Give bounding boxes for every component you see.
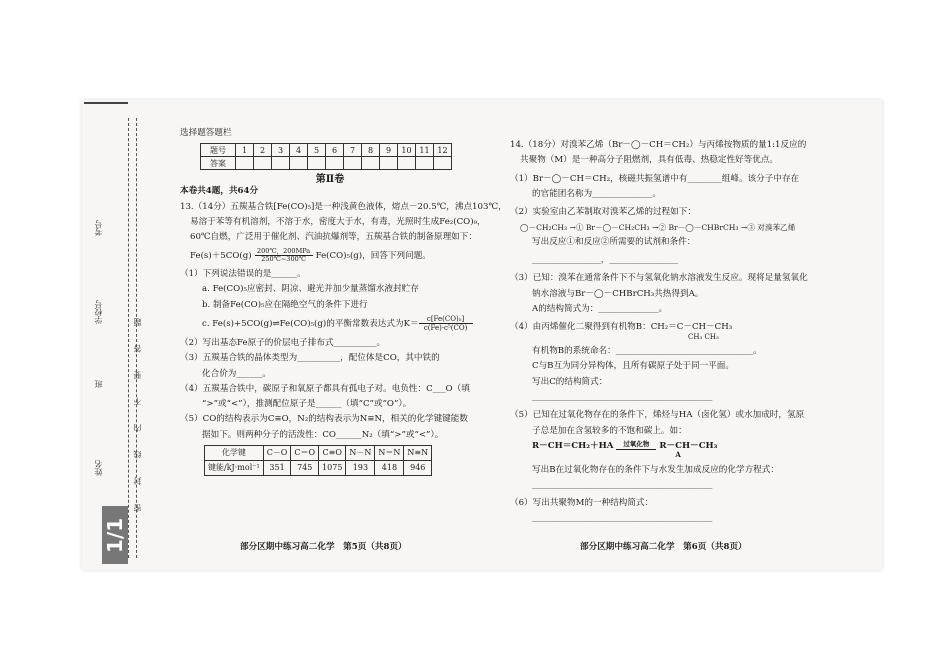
q13-1c: [180, 315, 480, 333]
q14-4d: 写出C的结构简式：: [532, 376, 608, 387]
bond-value: 745: [291, 461, 319, 476]
binding-field-school-number: 学校号: [94, 300, 103, 324]
bond-value: 946: [404, 461, 432, 476]
q13-eq-cond-top: 200℃，200MPa: [256, 246, 311, 255]
bond-header: N＝N: [375, 446, 404, 461]
q13-1c-text: c. Fe(s)+5CO(g)⇌Fe(CO)₅(g)的平衡常数表达式为K＝: [202, 318, 419, 329]
right-page: [510, 140, 815, 524]
q13-1c-den: c(Fe)·c⁵(CO): [423, 324, 468, 333]
q14-5-eq-product: [659, 441, 717, 460]
answer-cell[interactable]: [236, 157, 254, 170]
q14-5-equation: [510, 441, 815, 460]
q13-3a: （3）五羰基合铁的晶体类型为__________，配位体是CO，其中铁的: [180, 353, 440, 364]
bond-header: N－N: [346, 446, 375, 461]
answer-row2-label: 答案: [201, 157, 236, 170]
q13-text-3: 60℃自燃，广泛用于催化剂、汽油抗爆剂等，五羰基合铁的制备原理如下：: [190, 232, 477, 243]
binding-field-name: 姓名: [94, 460, 103, 476]
q14-4a: （4）由丙烯催化二聚得到有机物B：CH₂＝C－CH－CH₃: [510, 322, 733, 333]
q13-1c-num: c[Fe(CO)₅]: [426, 315, 465, 324]
q13-1a: a. Fe(CO)₅应密封、阴凉、避光并加少量蒸馏水液封贮存: [202, 284, 419, 295]
binding-field-exam-number: 考号: [94, 220, 103, 236]
q13-3b: 化合价为______。: [202, 368, 271, 379]
q13-1b: b. 制备Fe(CO)₅应在隔绝空气的条件下进行: [202, 299, 368, 310]
left-page: [180, 128, 507, 476]
q14-5b: 子总是加在含氢较多的不饱和碳上。如：: [532, 425, 687, 436]
q13-5a: （5）CO的结构表示为C≡O，N₂的结构表示为N≡N，相关的化学键键能数: [180, 414, 468, 425]
q14-5-eq-right: R－CH－CH₃: [659, 440, 718, 451]
q13-text-2: 易溶于苯等有机溶剂，不溶于水，密度大于水，有毒，光照时生成Fe₂(CO)₉，: [190, 216, 486, 227]
q14-5-eq-left: R－CH＝CH₂＋HA: [532, 440, 614, 451]
answer-header: 选择题答题栏: [180, 128, 232, 138]
q14-2c: ________________，________________: [532, 254, 679, 265]
bond-label: 键能/kJ·mol⁻¹: [205, 461, 264, 476]
answer-row-label: 题号: [201, 144, 236, 157]
left-footer: 部分区期中练习高二化学 第5页（共8页）: [240, 542, 407, 552]
q14-text-2: 共聚物（M）是一种高分子阻燃剂，具有低毒、热稳定性好等优点。: [520, 155, 779, 166]
answer-cell[interactable]: [380, 157, 398, 170]
section-note: 本卷共4题，共64分: [180, 186, 259, 197]
answer-cell[interactable]: [398, 157, 416, 170]
answer-cell[interactable]: [272, 157, 290, 170]
bond-value: 418: [375, 461, 404, 476]
q14-5-eq-arrow-line: [616, 449, 656, 450]
binding-strip: [84, 100, 152, 570]
q13-4a: （4）五羰基合铁中，碳原子和氧原子都具有孤电子对。电负性：C___O（填: [180, 383, 470, 394]
q13-equation: [180, 248, 480, 265]
answer-cell[interactable]: [434, 157, 452, 170]
answer-cell[interactable]: [416, 157, 434, 170]
answer-num: 10: [398, 144, 416, 157]
q14-3c: A的结构简式为：______________。: [532, 303, 668, 314]
q13-eq-left: Fe(s)＋5CO(g): [190, 250, 252, 261]
q14-text-1: 14.（18分）对溴苯乙烯（Br－◯－CH＝CH₂）与丙烯按物质的量1:1反应的: [510, 140, 807, 150]
q13-eq-right: Fe(CO)₅(g)，回答下列问题。: [315, 250, 431, 261]
bond-value: 351: [263, 461, 291, 476]
bond-energy-table: [204, 445, 432, 476]
q14-4c: C与B互为同分异构体，且所有碳原子处于同一平面。: [532, 361, 734, 372]
answer-num: 4: [290, 144, 308, 157]
q13-5b: 据如下。则两种分子的活泼性：CO______N₂（填“>”或“<”）。: [202, 429, 444, 440]
q13-eq-arrow: [255, 248, 313, 265]
page-badge: 1/1: [102, 506, 128, 564]
answer-cell[interactable]: [290, 157, 308, 170]
q14-6b: __________________________________________: [532, 513, 713, 524]
q14-5-eq-arrow: [616, 441, 656, 450]
q14-5c: 写出B在过氧化物存在的条件下与水发生加成反应的化学方程式：: [532, 464, 779, 475]
q14-1a: （1）Br－◯－CH＝CH₂，核磁共振氢谱中有________组峰。该分子中存在: [510, 173, 800, 184]
q14-2-scheme: ◯－CH₂CH₃ →① Br－◯－CH₂CH₃ →② Br－◯－CHBrCH₃ →③ 对溴苯乙烯: [520, 222, 796, 232]
q14-1b: 的官能团名称为______________。: [532, 188, 661, 199]
right-footer: 部分区期中练习高二化学 第6页（共8页）: [580, 542, 747, 552]
q13-1: （1）下列说法错误的是______。: [180, 269, 306, 280]
answer-num: 3: [272, 144, 290, 157]
bond-header: 化学键: [205, 446, 264, 461]
q14-6a: （6）写出共聚物M的一种结构简式：: [510, 498, 654, 509]
answer-num: 1: [236, 144, 254, 157]
answer-cell[interactable]: [344, 157, 362, 170]
answer-num: 2: [254, 144, 272, 157]
answer-num: 8: [362, 144, 380, 157]
answer-num: 5: [308, 144, 326, 157]
bond-value: 1075: [319, 461, 346, 476]
q13-1c-fraction: [419, 315, 473, 333]
answer-cell[interactable]: [308, 157, 326, 170]
answer-cell[interactable]: [362, 157, 380, 170]
q13-4b: “>”或“<”），推测配位原子是______（填“C”或“O”）。: [202, 399, 412, 410]
answer-cell[interactable]: [254, 157, 272, 170]
q14-4e: __________________________________________: [532, 391, 713, 402]
bond-header: C＝O: [291, 446, 319, 461]
q14-5a: （5）已知在过氧化物存在的条件下，烯烃与HA（卤化氢）或水加成时，氢原: [510, 410, 805, 421]
q14-5-eq-cond: 过氧化物: [623, 439, 650, 448]
q14-2b: 写出反应①和反应②所需要的试剂和条件：: [532, 236, 696, 247]
answer-num: 11: [416, 144, 434, 157]
answer-num: 12: [434, 144, 452, 157]
q13-eq-cond-bottom: 250℃~300℃: [261, 255, 306, 264]
bond-header: N≡N: [404, 446, 432, 461]
q14-3b: 钠水溶液与Br－◯－CHBrCH₃共热得到A。: [532, 288, 704, 299]
q13-text-1: 13.（14分）五羰基合铁[Fe(CO)₅]是一种浅黄色液体，熔点－20.5℃，沸点103℃，: [180, 201, 507, 212]
bond-header: C－O: [263, 446, 291, 461]
answer-table: [200, 143, 452, 170]
bond-value: 193: [346, 461, 375, 476]
q14-4b: 有机物B的系统命名：________________________________。: [532, 345, 762, 356]
answer-cell[interactable]: [326, 157, 344, 170]
q13-2: （2）写出基态Fe原子的价层电子排布式__________。: [180, 337, 386, 348]
section-title: 第Ⅱ卷: [315, 174, 345, 186]
q14-5d: __________________________________________: [532, 479, 713, 490]
answer-num: 7: [344, 144, 362, 157]
answer-num: 6: [326, 144, 344, 157]
q14-5-eq-sub: A: [675, 450, 681, 460]
bond-header: C≡O: [319, 446, 346, 461]
answer-num: 9: [380, 144, 398, 157]
binding-seal-text: 密 封 线 内 不 要 答 题: [133, 310, 142, 512]
q14-3a: （3）已知：溴苯在通常条件下不与氢氧化钠水溶液发生反应。现将足量氢氧化: [510, 273, 808, 284]
q14-4a-substituents: CH₃ CH₃: [688, 332, 719, 341]
q14-2: （2）实验室由乙苯制取对溴苯乙烯的过程如下：: [510, 207, 696, 218]
binding-field-class: 班: [94, 380, 103, 388]
